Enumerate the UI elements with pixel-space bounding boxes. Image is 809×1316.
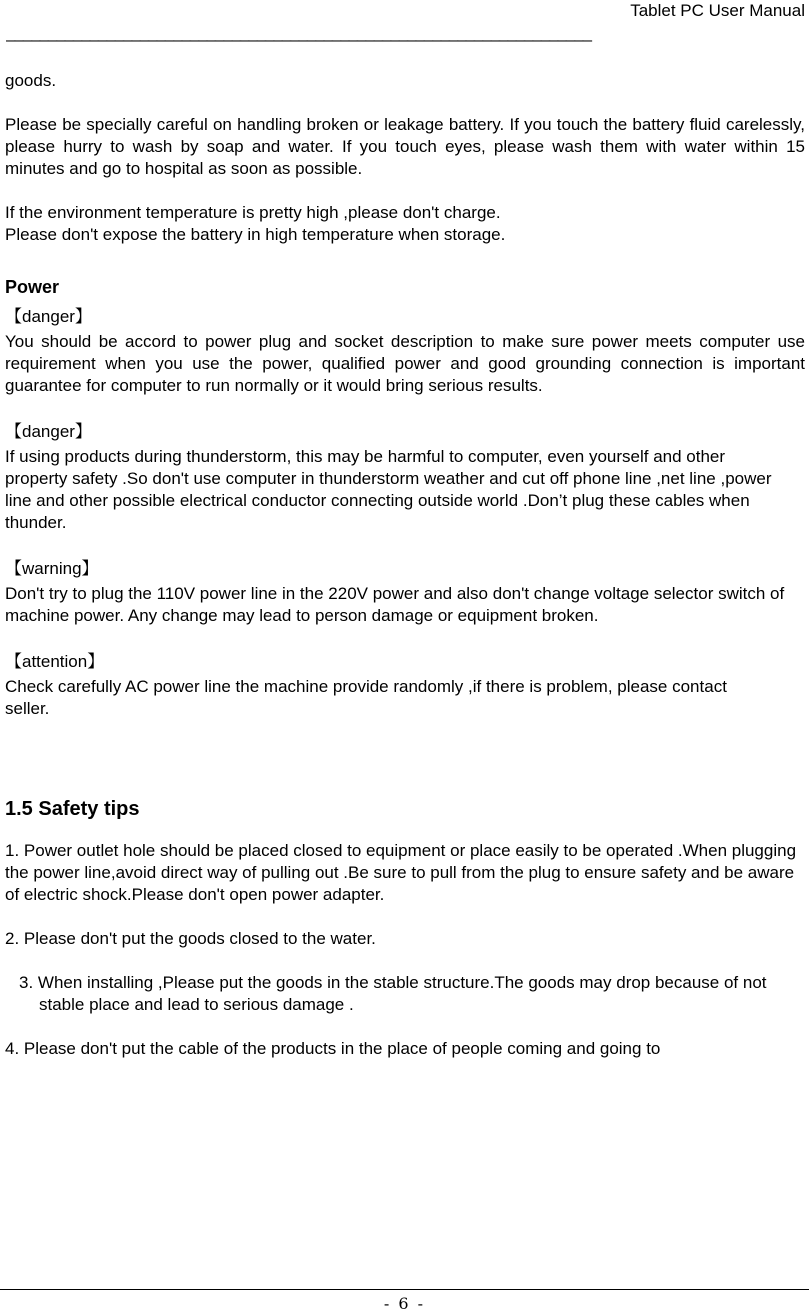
- battery-charge-note: If the environment temperature is pretty high ,please don't charge.: [5, 203, 501, 222]
- running-header-title: Tablet PC User Manual: [630, 1, 805, 20]
- notice-label-danger-2: 【danger】: [5, 422, 92, 441]
- notice-label-danger-1: 【danger】: [5, 307, 92, 326]
- notice-text-danger-1: You should be accord to power plug and socket description to make sure power meets computer use requirement when you use the power, qualified power and good grounding connection is important guarantee for computer to run normally or it would bring serious results.: [5, 332, 805, 395]
- safety-tip-1: 1. Power outlet hole should be placed closed to equipment or place easily to be operated .When plugging the power line,avoid direct way of pulling out .Be sure to pull from the plug to ensure safety and be aware of electric shock.Please don't open power adapter.: [5, 841, 797, 904]
- page-number: - 6 -: [383, 1294, 426, 1313]
- safety-tip-4: 4. Please don't put the cable of the products in the place of people coming and going to: [5, 1039, 661, 1058]
- safety-tip-3: 3. When installing ,Please put the goods in the stable structure.The goods may drop because of not stable place and lead to serious damage .: [19, 973, 767, 1014]
- battery-leakage-paragraph: Please be specially careful on handling broken or leakage battery. If you touch the battery fluid carelessly, please hurry to wash by soap and water. If you touch eyes, please wash them with water within 15 minutes and go to hospital as soon as possible.: [5, 115, 805, 178]
- notice-text-attention: Check carefully AC power line the machine provide randomly ,if there is problem, please contact seller.: [5, 677, 727, 718]
- battery-storage-note: Please don't expose the battery in high temperature when storage.: [5, 225, 506, 244]
- battery-continuation: goods.: [5, 71, 57, 90]
- notice-text-danger-2: If using products during thunderstorm, this may be harmful to computer, even yourself and other property safety .So don't use computer in thunderstorm weather and cut off phone line ,net line ,power line and other possible electrical conductor connecting outside world .Don’t plug these cables when thunder.: [5, 447, 772, 532]
- footer-rule: [0, 1289, 809, 1290]
- page-body: [5, 70, 805, 1060]
- safety-tip-2: 2. Please don't put the goods closed to the water.: [5, 929, 376, 948]
- power-section-title: Power: [5, 277, 60, 297]
- notice-text-warning: Don't try to plug the 110V power line in the 220V power and also don't change voltage selector switch of machine power. Any change may lead to person damage or equipment broken.: [5, 584, 785, 625]
- notice-label-attention: 【attention】: [5, 652, 105, 671]
- safety-tips-heading: 1.5 Safety tips: [5, 798, 140, 820]
- header-rule: ______________________________________________________________________: [6, 23, 591, 42]
- notice-label-warning: 【warning】: [5, 559, 99, 578]
